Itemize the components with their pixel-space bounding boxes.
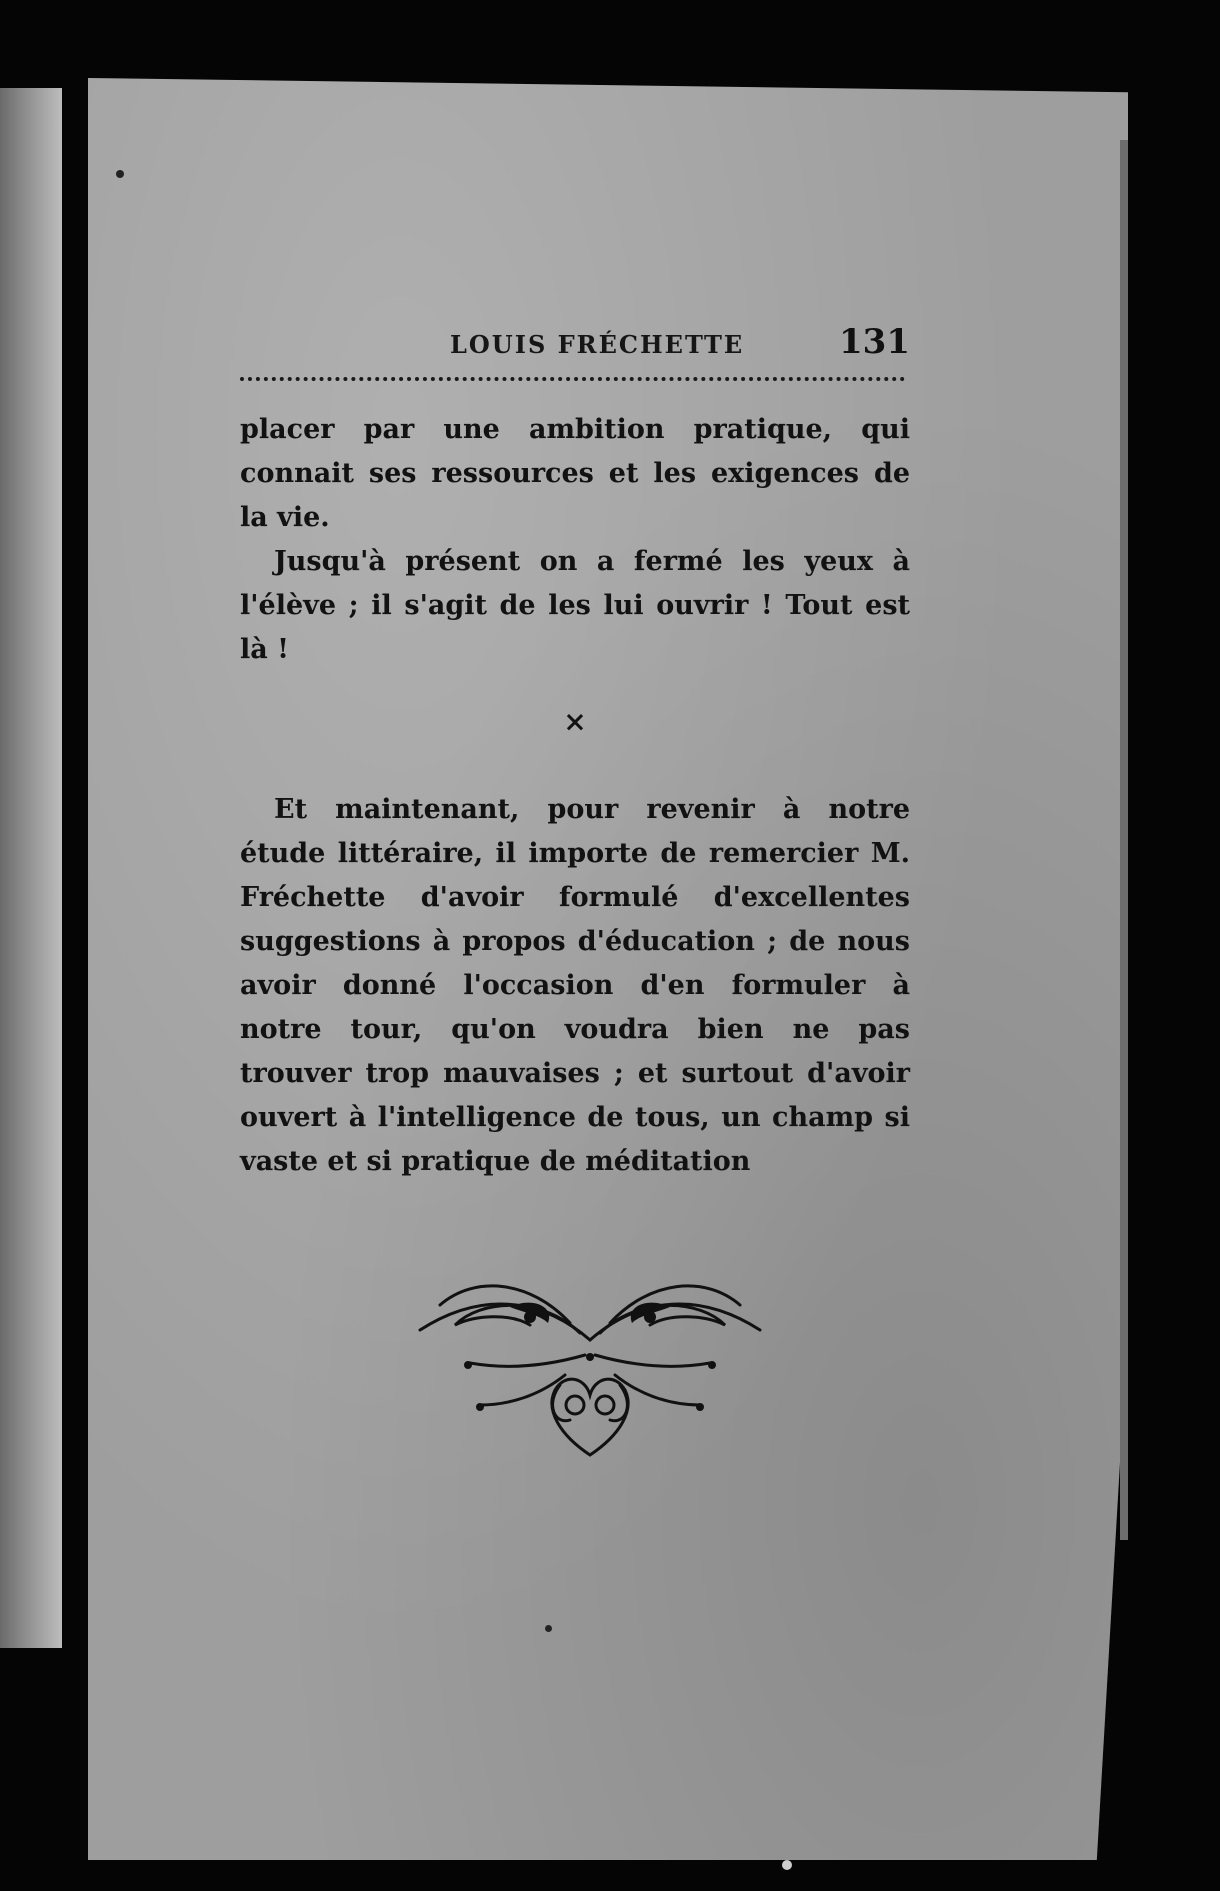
tailpiece-flourish-icon bbox=[380, 1245, 800, 1465]
paper-speck bbox=[782, 1860, 792, 1870]
paper-speck bbox=[116, 170, 124, 178]
paper-speck bbox=[545, 1625, 552, 1632]
dotted-rule bbox=[240, 377, 905, 381]
section-separator: × bbox=[563, 705, 587, 738]
facing-page-edge bbox=[0, 88, 62, 1648]
paragraph: placer par une ambition pratique, qui connait ses ressources et les exigences de la vie. bbox=[240, 414, 910, 533]
page-fore-edge bbox=[1120, 140, 1128, 1540]
page-number: 131 bbox=[839, 322, 910, 362]
running-head bbox=[150, 322, 910, 372]
paragraph: Jusqu'à présent on a fermé les yeux à l'élève ; il s'agit de les lui ouvrir ! Tout est là ! bbox=[240, 546, 910, 665]
paragraph: Et maintenant, pour revenir à notre étude littéraire, il importe de remercier M. Fréchette d'avoir formulé d'excellentes suggestions à propos d'éducation ; de nous avoir donné l'occasion d'en formuler à notre tour, qu'on voudra bien ne pas trouver trop mauvaises ; et surtout d'avoir ouvert à l'intelligence de tous, un champ si vaste et si pratique de méditation bbox=[240, 794, 910, 1177]
running-title: LOUIS FRÉCHETTE bbox=[450, 330, 745, 359]
body-text bbox=[240, 408, 910, 1184]
